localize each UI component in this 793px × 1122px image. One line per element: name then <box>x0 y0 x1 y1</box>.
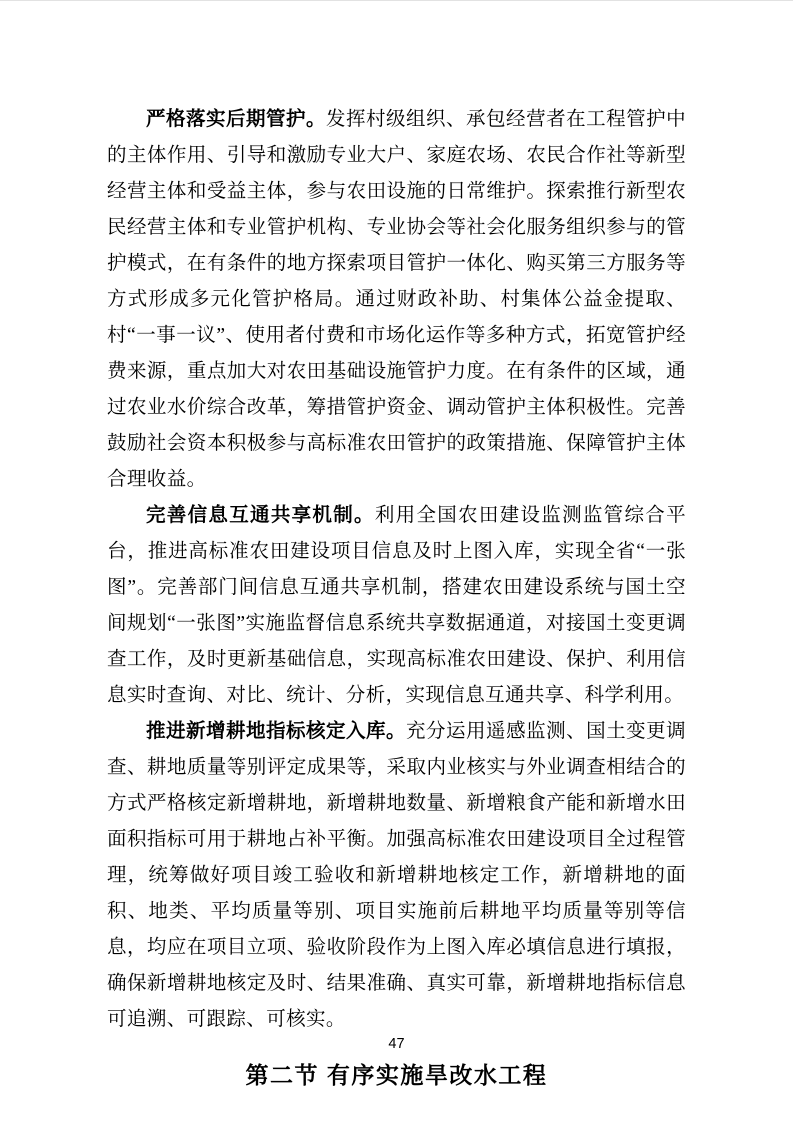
page-body <box>107 102 686 1090</box>
section-heading: 第二节 有序实施旱改水工程 <box>245 1062 548 1088</box>
paragraph-new-farmland <box>107 714 686 1038</box>
paragraph-lead: 完善信息互通共享机制。 <box>146 505 375 526</box>
paragraph-info-sharing <box>107 498 686 714</box>
paragraph-text: 发挥村级组织、承包经营者在工程管护中的主体作用、引导和激励专业大户、家庭农场、农民合作社等新型经营主体和受益主体，参与农田设施的日常维护。探索推行新型农民经营主体和专业管护机构、专业协会等社会化服务组织参与的管护模式，在有条件的地方探索项目管护一体化、购买第三方服务等方式形成多元化管护格局。通过财政补助、村集体公益金提取、村“一事一议”、使用者付费和市场化运作等多种方式，拓宽管护经费来源，重点加大对农田基础设施管护力度。在有条件的区域，通过农业水价综合改革，筹措管护资金、调动管护主体积极性。完善鼓励社会资本积极参与高标准农田管护的政策措施、保障管护主体合理收益。 <box>107 109 686 490</box>
page-number: 47 <box>388 1036 405 1052</box>
paragraph-lead: 推进新增耕地指标核定入库。 <box>146 721 407 742</box>
paragraph-text: 充分运用遥感监测、国土变更调查、耕地质量等别评定成果等，采取内业核实与外业调查相结合的方式严格核定新增耕地，新增耕地数量、新增粮食产能和新增水田面积指标可用于耕地占补平衡。加强高标准农田建设项目全过程管理，统筹做好项目竣工验收和新增耕地核定工作，新增耕地的面积、地类、平均质量等别、项目实施前后耕地平均质量等别等信息，均应在项目立项、验收阶段作为上图入库必填信息进行填报，确保新增耕地核定及时、结果准确、真实可靠，新增耕地指标信息可追溯、可跟踪、可核实。 <box>107 721 686 1030</box>
paragraph-lead: 严格落实后期管护。 <box>146 109 327 130</box>
paragraph-text: 利用全国农田建设监测监管综合平台，推进高标准农田建设项目信息及时上图入库，实现全省“一张图”。完善部门间信息互通共享机制，搭建农田建设系统与国土空间规划“一张图”实施监督信息系统共享数据通道，对接国土变更调查工作，及时更新基础信息，实现高标准农田建设、保护、利用信息实时查询、对比、统计、分析，实现信息互通共享、科学利用。 <box>107 505 686 706</box>
paragraph-maintenance <box>107 102 686 498</box>
